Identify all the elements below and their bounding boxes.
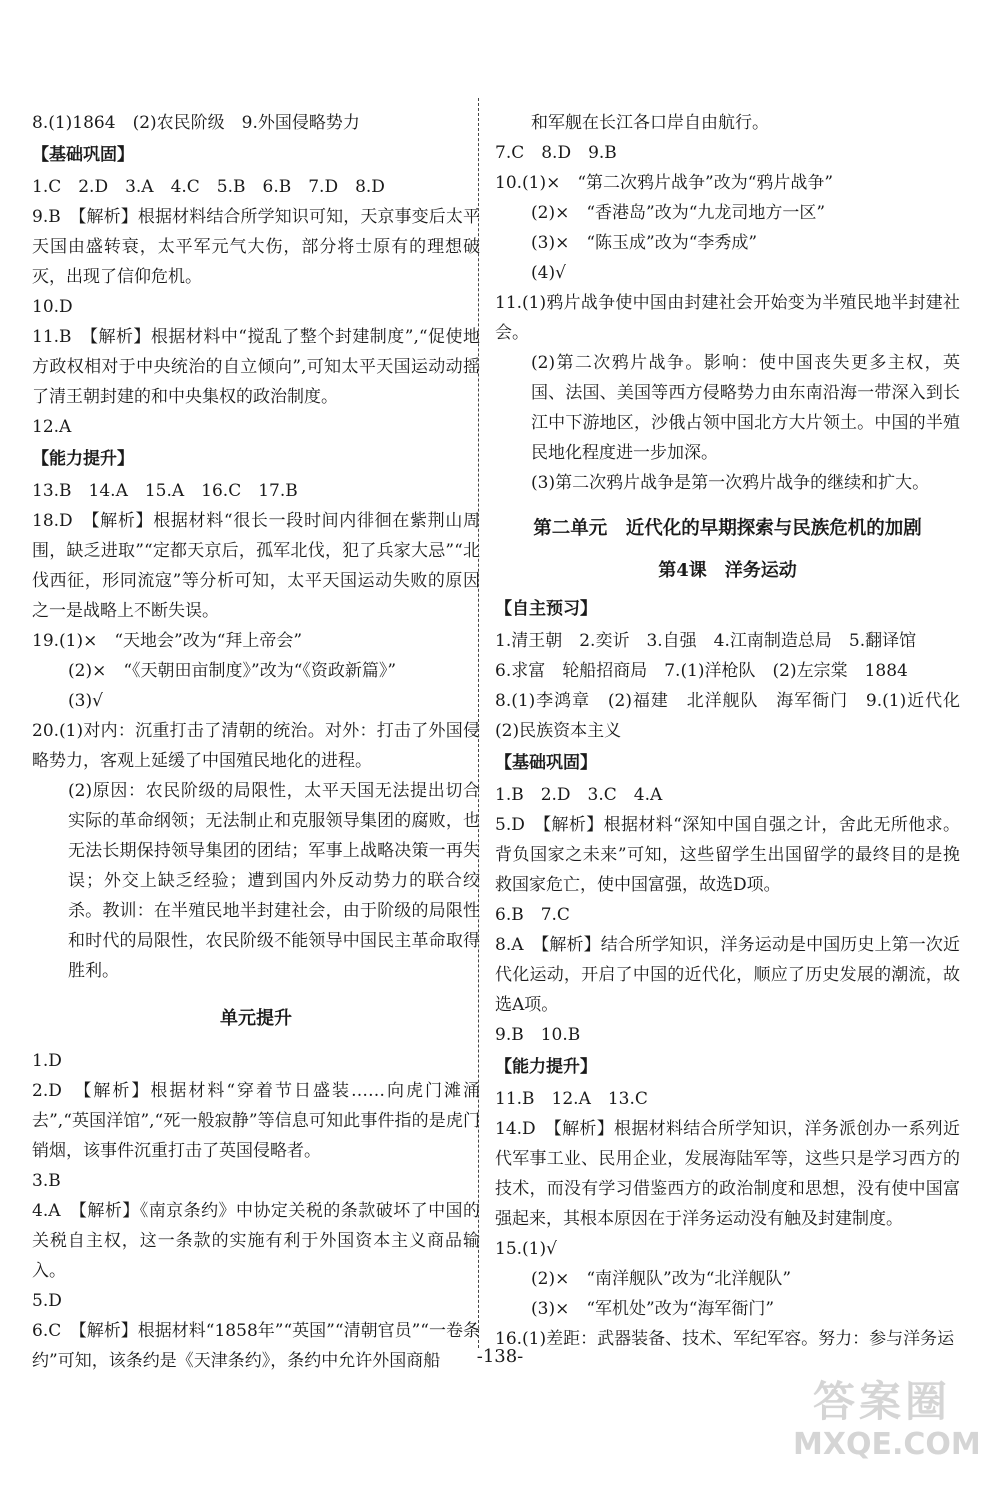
answer-line: 14.D 【解析】根据材料结合所学知识，洋务派创办一系列近代军事工业、民用企业，发展海陆军等，这些只是学习西方的技术，而没有学习借鉴西方的政治制度和思想，没有使中国富强起来，其根本原因在于洋务运动没有触及封建制度。 — [495, 1119, 960, 1229]
answer-subline: (3)√ — [68, 691, 103, 711]
answer-subline: (2)× “香港岛”改为“九龙司地方一区” — [531, 203, 826, 223]
answer-line: 5.D — [32, 1291, 62, 1311]
section-heading: 【自主预习】 — [495, 599, 597, 619]
answer-line: 20.(1)对内：沉重打击了清朝的统治。对外：打击了外国侵略势力，客观上延缓了中国殖民地化的进程。 — [32, 721, 480, 771]
answer-line: 15.(1)√ — [495, 1239, 557, 1259]
answer-line: 11.B 【解析】根据材料中“搅乱了整个封建制度”,“促使地方政权相对于中央统治的自立倾向”,可知太平天国运动动摇了清王朝封建的和中央集权的政治制度。 — [32, 327, 480, 407]
answer-line: 11.B 12.A 13.C — [495, 1089, 648, 1109]
lesson-title: 第4课 洋务运动 — [658, 560, 797, 581]
right-column — [495, 108, 977, 1354]
answer-subline: (2)原因：农民阶级的局限性，太平天国无法提出切合实际的革命纲领；无法制止和克服领导集团的腐败，也无法长期保持领导集团的团结；军事上战略决策一再失误；外交上缺乏经验；遭到国内外反动势力的联合绞杀。教训：在半殖民地半封建社会，由于阶级的局限性和时代的局限性，农民阶级不能领导中国民主革命取得胜利。 — [68, 781, 480, 981]
answer-line: 12.A — [32, 417, 72, 437]
answer-line: 1.B 2.D 3.C 4.A — [495, 785, 663, 805]
answer-line: 8.(1)李鸿章 (2)福建 北洋舰队 海军衙门 9.(1)近代化 (2)民族资本主义 — [495, 691, 977, 741]
answer-line: 1.C 2.D 3.A 4.C 5.B 6.B 7.D 8.D — [32, 177, 385, 197]
section-heading: 【能力提升】 — [495, 1057, 597, 1077]
answer-line: 18.D 【解析】根据材料“很长一段时间内徘徊在紫荆山周围，缺乏进取”“定都天京后，孤军北伐，犯了兵家大忌”“北伐西征，形同流寇”等分析可知，太平天国运动失败的原因之一是战略上不断失误。 — [32, 511, 480, 621]
answer-line: 9.B 10.B — [495, 1025, 581, 1045]
page-number: -138- — [476, 1346, 524, 1367]
answer-line: 13.B 14.A 15.A 16.C 17.B — [32, 481, 298, 501]
section-heading: 【能力提升】 — [32, 449, 134, 469]
answer-line: 6.C 【解析】根据材料“1858年”“英国”“清朝官员”“一卷条约”可知，该条约是《天津条约》，条约中允许外国商船 — [32, 1321, 480, 1371]
watermark-url: MXQE.COM — [793, 1427, 981, 1462]
section-heading: 【基础巩固】 — [495, 753, 597, 773]
answer-subline: 和军舰在长江各口岸自由航行。 — [531, 113, 769, 133]
answer-line: 5.D 【解析】根据材料“深知中国自强之计，舍此无所他求。背负国家之未来”可知，这些留学生出国留学的最终目的是挽救国家危亡，使中国富强，故选D项。 — [495, 815, 960, 895]
answer-line: 6.求富 轮船招商局 7.(1)洋枪队 (2)左宗棠 1884 — [495, 661, 908, 681]
answer-line: 11.(1)鸦片战争使中国由封建社会开始变为半殖民地半封建社会。 — [495, 293, 960, 343]
answer-subline: (2)第二次鸦片战争。影响：使中国丧失更多主权，英国、法国、美国等西方侵略势力由东南沿海一带深入到长江中下游地区，沙俄占领中国北方大片领土。中国的半殖民地化程度进一步加深。 — [531, 353, 960, 463]
answer-subline: (2)× “南洋舰队”改为“北洋舰队” — [531, 1269, 792, 1289]
answer-line: 1.清王朝 2.奕䜣 3.自强 4.江南制造总局 5.翻译馆 — [495, 631, 917, 651]
unit-title: 第二单元 近代化的早期探索与民族危机的加剧 — [533, 518, 922, 539]
answer-line: 1.D — [32, 1051, 62, 1071]
answer-line: 16.(1)差距：武器装备、技术、军纪军容。努力：参与洋务运 — [495, 1329, 955, 1349]
watermark-logo — [793, 1369, 981, 1469]
answer-line: 10.D — [32, 297, 73, 317]
answer-subline: (3)第二次鸦片战争是第一次鸦片战争的继续和扩大。 — [531, 473, 930, 493]
unit-review-title: 单元提升 — [220, 1008, 292, 1029]
answer-line: 9.B 【解析】根据材料结合所学知识可知，天京事变后太平天国由盛转衰，太平军元气大伤，部分将士原有的理想破灭，出现了信仰危机。 — [32, 207, 480, 287]
answer-line: 10.(1)× “第二次鸦片战争”改为“鸦片战争” — [495, 173, 834, 193]
answer-line: 19.(1)× “天地会”改为“拜上帝会” — [32, 631, 303, 651]
answer-line: 6.B 7.C — [495, 905, 570, 925]
answer-line: 8.(1)1864 (2)农民阶级 9.外国侵略势力 — [32, 113, 360, 133]
answer-line: 8.A 【解析】结合所学知识，洋务运动是中国历史上第一次近代化运动，开启了中国的近代化，顺应了历史发展的潮流，故选A项。 — [495, 935, 960, 1015]
answer-subline: (3)× “陈玉成”改为“李秀成” — [531, 233, 758, 253]
answer-line: 7.C 8.D 9.B — [495, 143, 617, 163]
answer-subline: (3)× “军机处”改为“海军衙门” — [531, 1299, 775, 1319]
answer-line: 3.B — [32, 1171, 61, 1191]
answer-line: 4.A 【解析】《南京条约》中协定关税的条款破坏了中国的关税自主权，这一条款的实施有利于外国资本主义商品输入。 — [32, 1201, 480, 1281]
left-column — [32, 108, 480, 1376]
answer-subline: (4)√ — [531, 263, 566, 283]
column-divider — [478, 98, 479, 1348]
answer-subline: (2)× “《天朝田亩制度》”改为“《资政新篇》” — [68, 661, 397, 681]
watermark-text: 答案圈 — [813, 1377, 952, 1426]
answer-line: 2.D 【解析】根据材料“穿着节日盛装……向虎门滩涌去”,“英国洋馆”,“死一般寂静”等信息可知此事件指的是虎门销烟，该事件沉重打击了英国侵略者。 — [32, 1081, 480, 1161]
section-heading: 【基础巩固】 — [32, 145, 134, 165]
